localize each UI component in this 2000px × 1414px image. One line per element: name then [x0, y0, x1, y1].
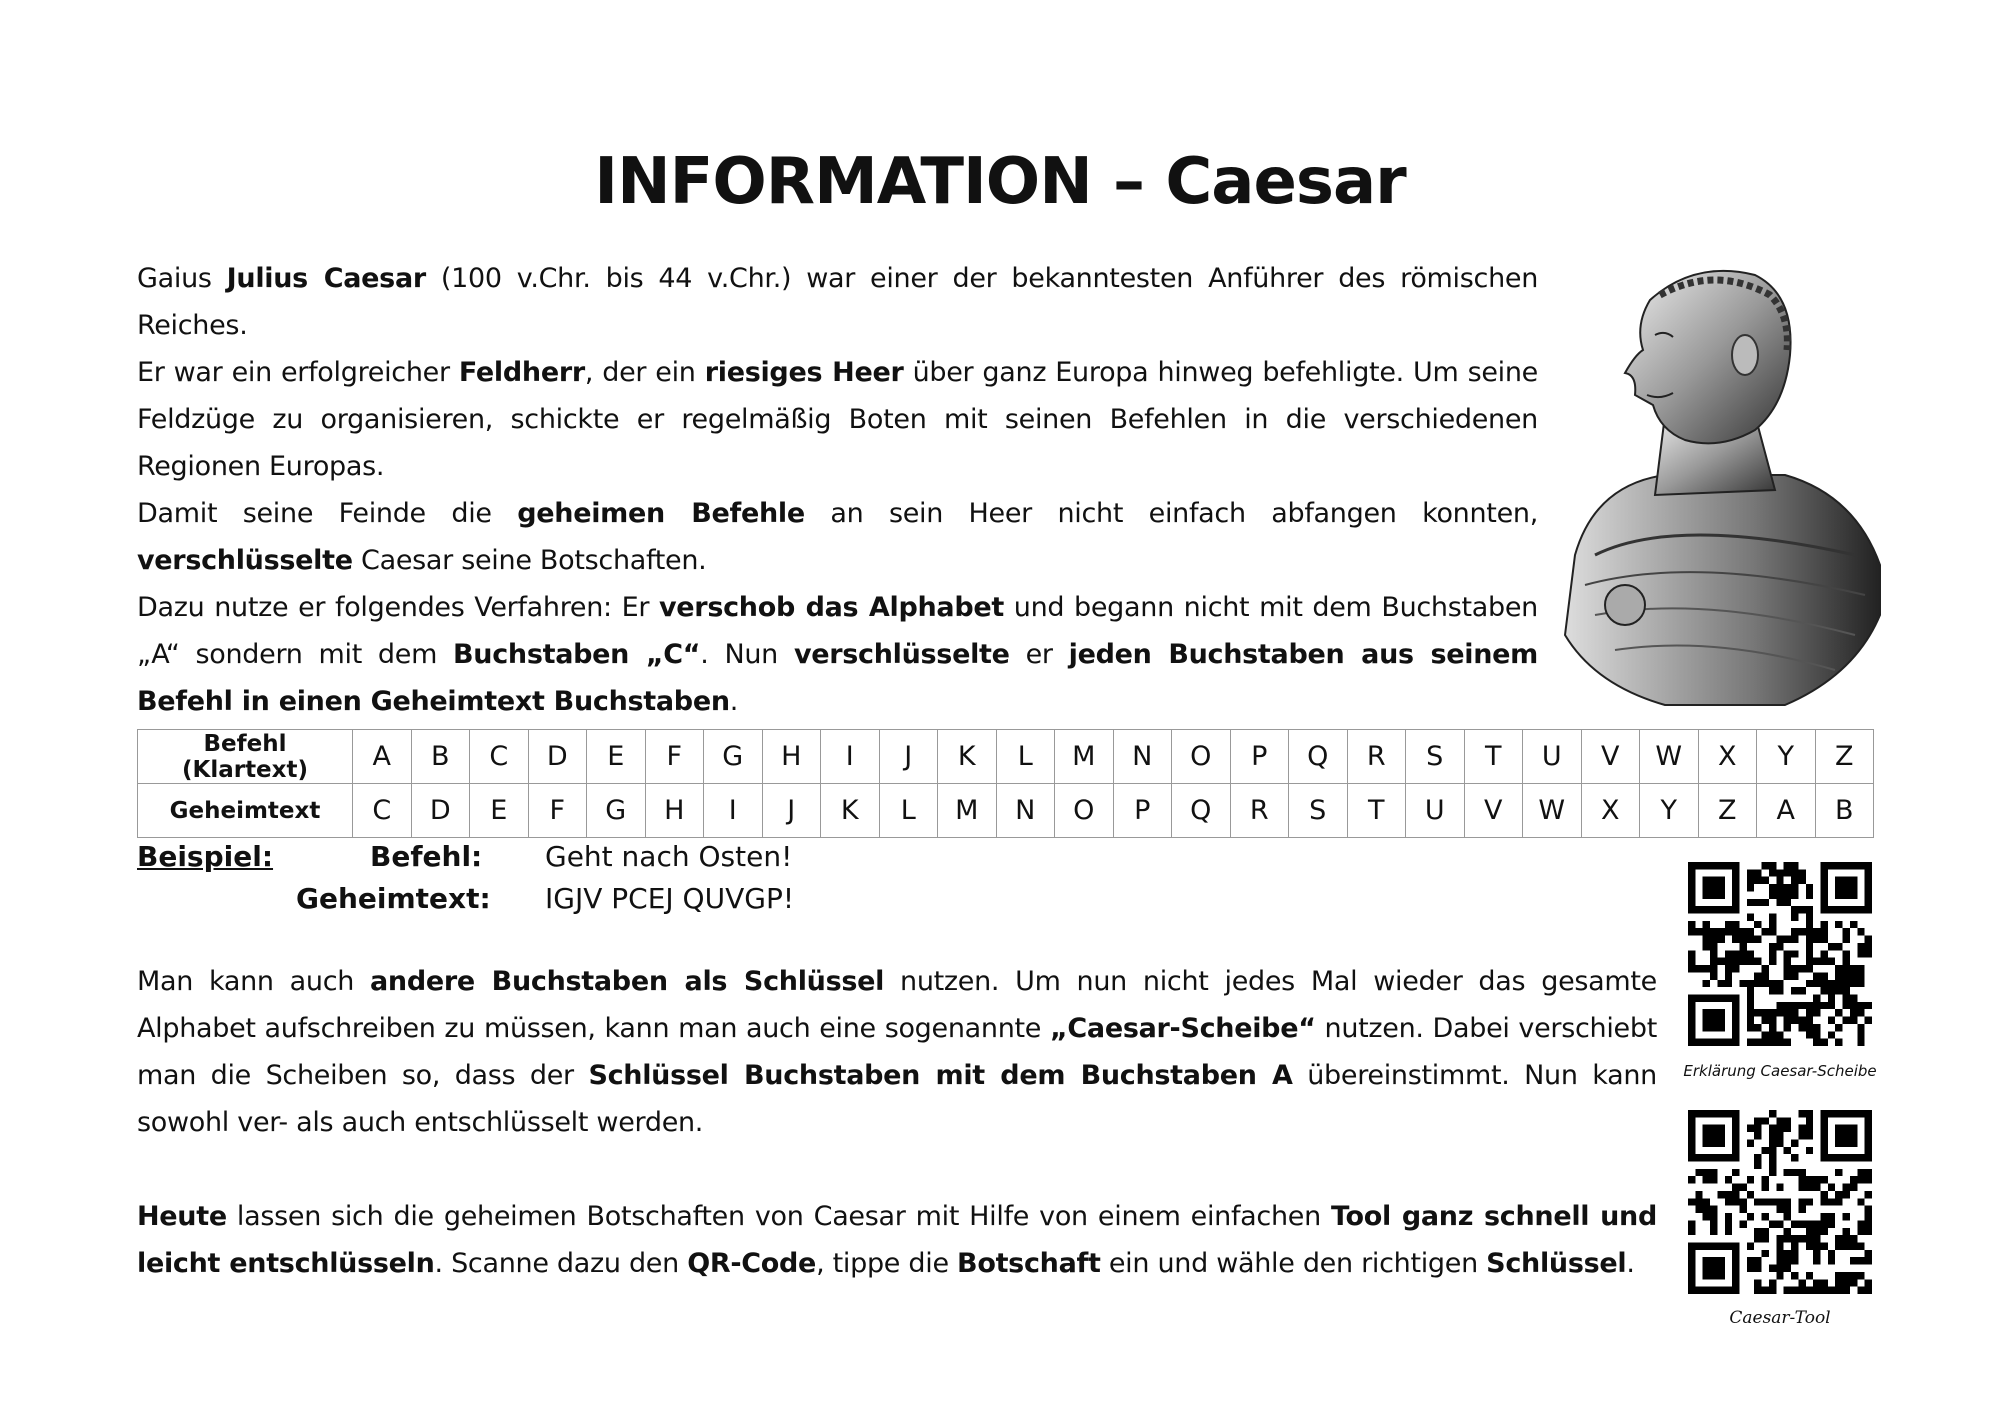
ciphertext-letter-cell: K: [821, 784, 880, 838]
ciphertext-letter-cell: E: [470, 784, 529, 838]
example-ciphertext-label: Geheimtext:: [296, 882, 491, 915]
plaintext-letter-cell: N: [1113, 730, 1172, 784]
ciphertext-letter-cell: P: [1113, 784, 1172, 838]
ciphertext-letter-cell: B: [1815, 784, 1874, 838]
ciphertext-letter-cell: C: [353, 784, 412, 838]
row-label-ciphertext: Geheimtext: [138, 784, 353, 838]
plaintext-row: [138, 730, 1874, 784]
plaintext-letter-cell: Z: [1815, 730, 1874, 784]
plaintext-letter-cell: W: [1640, 730, 1699, 784]
ciphertext-letter-cell: M: [938, 784, 997, 838]
plaintext-letter-cell: C: [470, 730, 529, 784]
ciphertext-letter-cell: F: [528, 784, 587, 838]
row-label-plaintext: Befehl (Klartext): [138, 730, 353, 784]
qr-caption-caesar-tool: Caesar-Tool: [1729, 1308, 1831, 1328]
ciphertext-letter-cell: Q: [1172, 784, 1231, 838]
qr-code-caesar-tool[interactable]: [1688, 1110, 1872, 1294]
ciphertext-letter-cell: J: [762, 784, 821, 838]
plaintext-letter-cell: M: [1055, 730, 1114, 784]
plaintext-letter-cell: U: [1523, 730, 1582, 784]
plaintext-letter-cell: S: [1406, 730, 1465, 784]
ciphertext-letter-cell: V: [1464, 784, 1523, 838]
plaintext-letter-cell: I: [821, 730, 880, 784]
ciphertext-letter-cell: N: [996, 784, 1055, 838]
ciphertext-letter-cell: L: [879, 784, 938, 838]
plaintext-letter-cell: H: [762, 730, 821, 784]
plaintext-letter-cell: F: [645, 730, 704, 784]
page-title: INFORMATION – Caesar: [594, 145, 1406, 219]
ciphertext-letter-cell: U: [1406, 784, 1465, 838]
ciphertext-letter-cell: Z: [1698, 784, 1757, 838]
plaintext-letter-cell: B: [411, 730, 470, 784]
example-label: Beispiel:: [137, 840, 274, 873]
plaintext-letter-cell: X: [1698, 730, 1757, 784]
tool-text: Heute lassen sich die geheimen Botschaften von Caesar mit Hilfe von einem einfachen Tool ganz schnell und leicht entschlüsseln. Scanne dazu den QR-Code, tippe die Botschaft ein und wähle den richtigen Schlüssel.: [137, 1201, 1657, 1279]
plaintext-letter-cell: V: [1581, 730, 1640, 784]
example-command-label: Befehl:: [370, 840, 483, 873]
plaintext-letter-cell: L: [996, 730, 1055, 784]
caesar-disk-text: Man kann auch andere Buchstaben als Schlüssel nutzen. Um nun nicht jedes Mal wieder das gesamte Alphabet aufschreiben zu müssen, kann man auch eine sogenannte „Caesar-Scheibe“ nutzen. Dabei verschiebt man die Scheiben so, dass der Schlüssel Buchstaben mit dem Buchstaben A übereinstimmt. Nun kann sowohl ver- als auch entschlüsselt werden.: [137, 966, 1657, 1138]
plaintext-letter-cell: Y: [1757, 730, 1816, 784]
example-command-value: Geht nach Osten!: [545, 840, 793, 873]
plaintext-letter-cell: J: [879, 730, 938, 784]
intro-text: Gaius Julius Caesar (100 v.Chr. bis 44 v.Chr.) war einer der bekanntesten Anführer des römischen Reiches. Er war ein erfolgreicher Feldherr, der ein riesiges Heer über ganz Europa hinweg befehligte. Um seine Feldzüge zu organisieren, schickte er regelmäßig Boten mit seinen Befehlen in die verschiedenen Regionen Europas. Damit seine Feinde die geheimen Befehle an sein Heer nicht einfach abfangen konnten, verschlüsselte Caesar seine Botschaften. Dazu nutze er folgendes Verfahren: Er verschob das Alphabet und begann nicht mit dem Buchstaben „A“ sondern mit dem Buchstaben „C“. Nun verschlüsselte er jeden Buchstaben aus seinem Befehl in einen Geheimtext Buchstaben.: [137, 263, 1539, 717]
plaintext-letter-cell: K: [938, 730, 997, 784]
example-ciphertext-value: IGJV PCEJ QUVGP!: [545, 882, 795, 915]
plaintext-letter-cell: T: [1464, 730, 1523, 784]
ciphertext-row: [138, 784, 1874, 838]
ciphertext-letter-cell: X: [1581, 784, 1640, 838]
plaintext-letter-cell: O: [1172, 730, 1231, 784]
ciphertext-letter-cell: D: [411, 784, 470, 838]
ciphertext-letter-cell: A: [1757, 784, 1816, 838]
plaintext-letter-cell: P: [1230, 730, 1289, 784]
ciphertext-letter-cell: Y: [1640, 784, 1699, 838]
ciphertext-letter-cell: W: [1523, 784, 1582, 838]
ciphertext-letter-cell: R: [1230, 784, 1289, 838]
ciphertext-letter-cell: H: [645, 784, 704, 838]
qr-caption-caesar-disk: Erklärung Caesar-Scheibe: [1683, 1062, 1877, 1080]
qr-code-caesar-disk[interactable]: [1688, 862, 1872, 1046]
ciphertext-letter-cell: T: [1347, 784, 1406, 838]
plaintext-letter-cell: R: [1347, 730, 1406, 784]
plaintext-letter-cell: D: [528, 730, 587, 784]
caesar-cipher-table: [137, 729, 1874, 838]
plaintext-letter-cell: A: [353, 730, 412, 784]
plaintext-letter-cell: E: [587, 730, 646, 784]
plaintext-letter-cell: Q: [1289, 730, 1348, 784]
ciphertext-letter-cell: G: [587, 784, 646, 838]
ciphertext-letter-cell: S: [1289, 784, 1348, 838]
ciphertext-letter-cell: O: [1055, 784, 1114, 838]
ciphertext-letter-cell: I: [704, 784, 763, 838]
plaintext-letter-cell: G: [704, 730, 763, 784]
caesar-bust-image: [1555, 255, 1885, 710]
